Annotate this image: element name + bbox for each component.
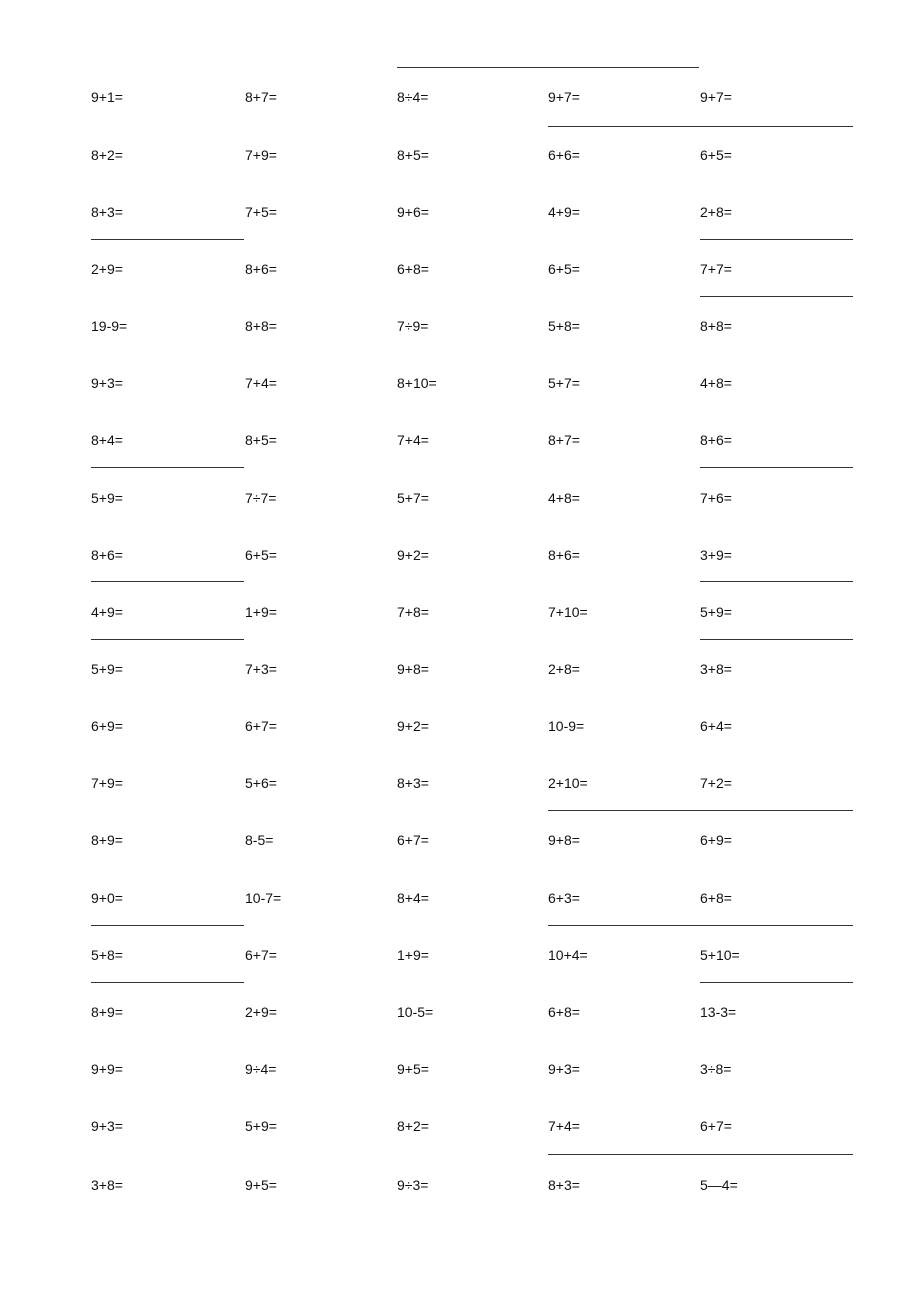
separator-line: [548, 126, 853, 127]
problem-r12-c1: 6+9=: [91, 718, 123, 734]
problem-r2-c2: 7+9=: [245, 147, 277, 163]
problem-r20-c2: 9+5=: [245, 1177, 277, 1193]
problem-r13-c1: 7+9=: [91, 775, 123, 791]
problem-r3-c5: 2+8=: [700, 204, 732, 220]
problem-r6-c5: 4+8=: [700, 375, 732, 391]
problem-r8-c4: 4+8=: [548, 490, 580, 506]
problem-r14-c3: 6+7=: [397, 832, 429, 848]
problem-r19-c2: 5+9=: [245, 1118, 277, 1134]
problem-r12-c4: 10-9=: [548, 718, 585, 734]
problem-r15-c5: 6+8=: [700, 890, 732, 906]
separator-line: [700, 639, 853, 640]
problem-r10-c4: 7+10=: [548, 604, 588, 620]
problem-r8-c2: 7÷7=: [245, 490, 277, 506]
problem-r9-c1: 8+6=: [91, 547, 123, 563]
problem-r3-c4: 4+9=: [548, 204, 580, 220]
problem-r1-c5: 9+7=: [700, 89, 732, 105]
problem-r19-c4: 7+4=: [548, 1118, 580, 1134]
problem-r20-c5: 5—4=: [700, 1177, 738, 1193]
problem-r18-c3: 9+5=: [397, 1061, 429, 1077]
separator-line: [700, 467, 853, 468]
separator-line: [548, 810, 853, 811]
problem-r2-c3: 8+5=: [397, 147, 429, 163]
problem-r10-c2: 1+9=: [245, 604, 277, 620]
separator-line: [700, 296, 853, 297]
problem-r6-c1: 9+3=: [91, 375, 123, 391]
problem-r15-c1: 9+0=: [91, 890, 123, 906]
problem-r9-c3: 9+2=: [397, 547, 429, 563]
problem-r2-c5: 6+5=: [700, 147, 732, 163]
problem-r4-c3: 6+8=: [397, 261, 429, 277]
problem-r10-c3: 7+8=: [397, 604, 429, 620]
problem-r19-c5: 6+7=: [700, 1118, 732, 1134]
problem-r6-c4: 5+7=: [548, 375, 580, 391]
problem-r3-c3: 9+6=: [397, 204, 429, 220]
separator-line: [548, 925, 853, 926]
problem-r17-c4: 6+8=: [548, 1004, 580, 1020]
problem-r14-c1: 8+9=: [91, 832, 123, 848]
problem-r17-c2: 2+9=: [245, 1004, 277, 1020]
problem-r3-c2: 7+5=: [245, 204, 277, 220]
problem-r4-c1: 2+9=: [91, 261, 123, 277]
problem-r7-c3: 7+4=: [397, 432, 429, 448]
problem-r5-c1: 19-9=: [91, 318, 128, 334]
separator-line: [700, 982, 853, 983]
separator-line: [91, 639, 244, 640]
problem-r20-c4: 8+3=: [548, 1177, 580, 1193]
problem-r2-c4: 6+6=: [548, 147, 580, 163]
separator-line: [91, 467, 244, 468]
problem-r5-c5: 8+8=: [700, 318, 732, 334]
problem-r4-c5: 7+7=: [700, 261, 732, 277]
separator-line: [91, 239, 244, 240]
problem-r15-c3: 8+4=: [397, 890, 429, 906]
problem-r9-c5: 3+9=: [700, 547, 732, 563]
problem-r6-c3: 8+10=: [397, 375, 437, 391]
problem-r12-c5: 6+4=: [700, 718, 732, 734]
problem-r16-c1: 5+8=: [91, 947, 123, 963]
problem-r7-c2: 8+5=: [245, 432, 277, 448]
problem-r16-c4: 10+4=: [548, 947, 588, 963]
problem-r14-c4: 9+8=: [548, 832, 580, 848]
problem-r20-c1: 3+8=: [91, 1177, 123, 1193]
problem-r12-c3: 9+2=: [397, 718, 429, 734]
problem-r5-c4: 5+8=: [548, 318, 580, 334]
problem-r11-c4: 2+8=: [548, 661, 580, 677]
separator-line: [548, 1154, 853, 1155]
problem-r11-c1: 5+9=: [91, 661, 123, 677]
problem-r13-c3: 8+3=: [397, 775, 429, 791]
problem-r18-c2: 9÷4=: [245, 1061, 277, 1077]
problem-r16-c5: 5+10=: [700, 947, 740, 963]
problem-r6-c2: 7+4=: [245, 375, 277, 391]
problem-r5-c3: 7÷9=: [397, 318, 429, 334]
separator-line: [91, 925, 244, 926]
problem-r1-c3: 8÷4=: [397, 89, 429, 105]
problem-r19-c3: 8+2=: [397, 1118, 429, 1134]
problem-r13-c5: 7+2=: [700, 775, 732, 791]
separator-line: [91, 581, 244, 582]
problem-r7-c5: 8+6=: [700, 432, 732, 448]
separator-line: [700, 239, 853, 240]
problem-r1-c4: 9+7=: [548, 89, 580, 105]
problem-r15-c2: 10-7=: [245, 890, 282, 906]
problem-r11-c2: 7+3=: [245, 661, 277, 677]
problem-r11-c3: 9+8=: [397, 661, 429, 677]
problem-r10-c1: 4+9=: [91, 604, 123, 620]
problem-r19-c1: 9+3=: [91, 1118, 123, 1134]
problem-r18-c5: 3÷8=: [700, 1061, 732, 1077]
separator-line: [91, 982, 244, 983]
problem-r13-c2: 5+6=: [245, 775, 277, 791]
problem-r17-c1: 8+9=: [91, 1004, 123, 1020]
problem-r12-c2: 6+7=: [245, 718, 277, 734]
problem-r2-c1: 8+2=: [91, 147, 123, 163]
problem-r14-c5: 6+9=: [700, 832, 732, 848]
problem-r7-c1: 8+4=: [91, 432, 123, 448]
problem-r4-c2: 8+6=: [245, 261, 277, 277]
problem-r1-c2: 8+7=: [245, 89, 277, 105]
problem-r8-c1: 5+9=: [91, 490, 123, 506]
separator-line: [700, 581, 853, 582]
problem-r7-c4: 8+7=: [548, 432, 580, 448]
problem-r20-c3: 9÷3=: [397, 1177, 429, 1193]
problem-r16-c3: 1+9=: [397, 947, 429, 963]
problem-r17-c3: 10-5=: [397, 1004, 434, 1020]
problem-r9-c4: 8+6=: [548, 547, 580, 563]
problem-r9-c2: 6+5=: [245, 547, 277, 563]
problem-r11-c5: 3+8=: [700, 661, 732, 677]
problem-r8-c3: 5+7=: [397, 490, 429, 506]
problem-r1-c1: 9+1=: [91, 89, 123, 105]
problem-r17-c5: 13-3=: [700, 1004, 737, 1020]
problem-r3-c1: 8+3=: [91, 204, 123, 220]
separator-line: [397, 67, 699, 68]
problem-r5-c2: 8+8=: [245, 318, 277, 334]
problem-r16-c2: 6+7=: [245, 947, 277, 963]
problem-r10-c5: 5+9=: [700, 604, 732, 620]
problem-r4-c4: 6+5=: [548, 261, 580, 277]
problem-r15-c4: 6+3=: [548, 890, 580, 906]
problem-r14-c2: 8-5=: [245, 832, 274, 848]
problem-r18-c1: 9+9=: [91, 1061, 123, 1077]
problem-r13-c4: 2+10=: [548, 775, 588, 791]
problem-r18-c4: 9+3=: [548, 1061, 580, 1077]
problem-r8-c5: 7+6=: [700, 490, 732, 506]
